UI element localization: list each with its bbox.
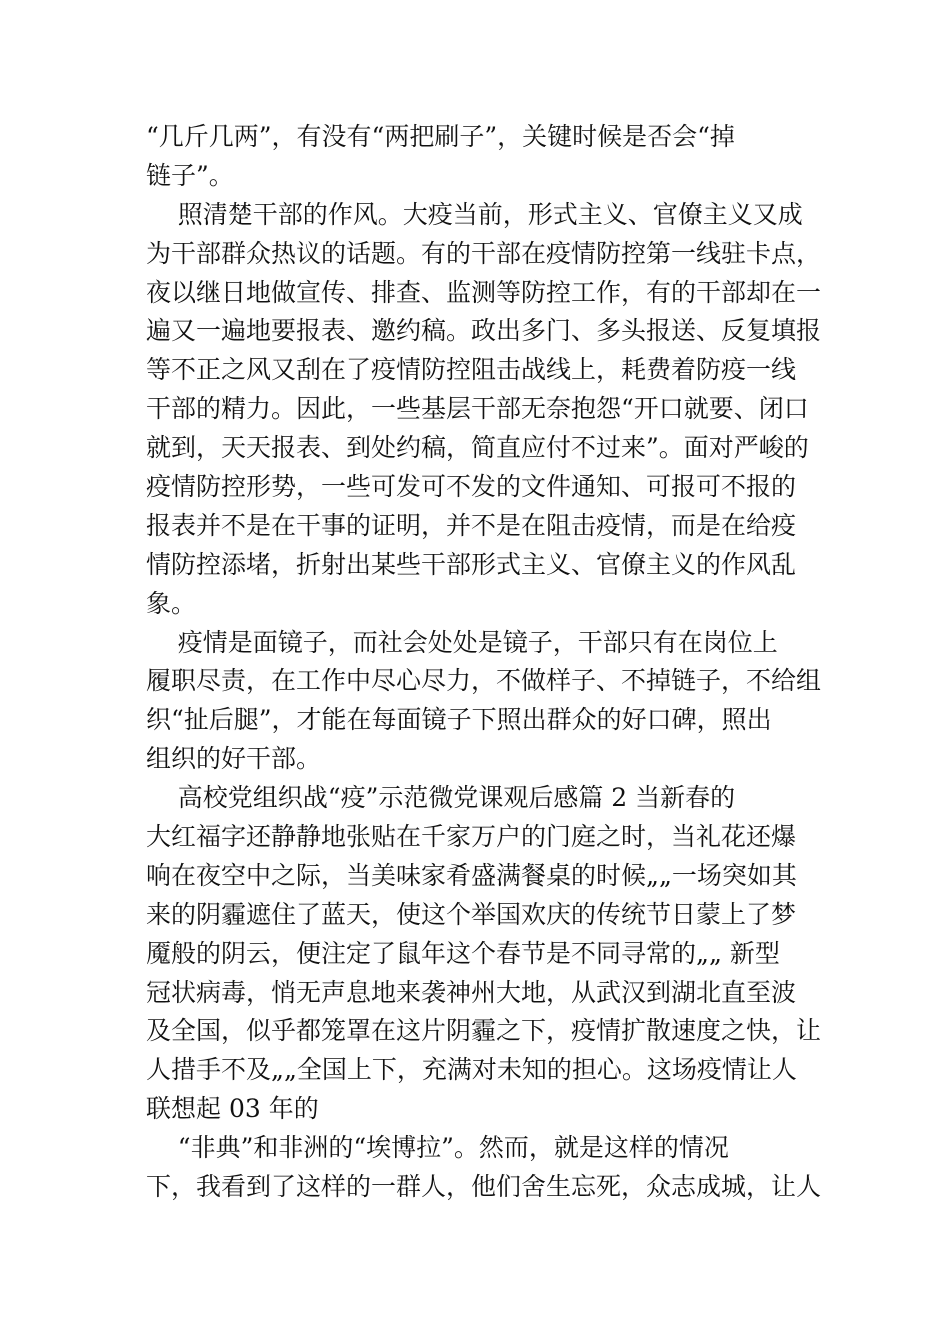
text-line: 人措手不及„„全国上下，充满对未知的担心。这场疫情让人 — [146, 1055, 797, 1085]
text-line: 夜以继日地做宣传、排查、监测等防控工作，有的干部却在一 — [146, 277, 822, 307]
text-line: 链子”。 — [146, 160, 234, 190]
text-line: 响在夜空中之际，当美味家肴盛满餐桌的时候„„一场突如其 — [146, 860, 797, 890]
text-line: 组织的好干部。 — [146, 744, 322, 774]
text-line: 报表并不是在干事的证明，并不是在阻击疫情，而是在给疫 — [146, 510, 797, 540]
text-line: 等不正之风又刮在了疫情防控阻击战线上，耗费着防疫一线 — [146, 355, 797, 385]
text-line: 魇般的阴云，便注定了鼠年这个春节是不同寻常的„„ 新型 — [146, 938, 780, 968]
text-line: 及全国，似乎都笼罩在这片阴霾之下，疫情扩散速度之快，让 — [146, 1016, 822, 1046]
text-line: 来的阴霾遮住了蓝天，使这个举国欢庆的传统节日蒙上了梦 — [146, 899, 797, 929]
text-line: 就到，天天报表、到处约稿，简直应付不过来”。面对严峻的 — [146, 433, 809, 463]
text-line: 履职尽责，在工作中尽心尽力，不做样子、不掉链子，不给组 — [146, 666, 822, 696]
text-line: 织“扯后腿”，才能在每面镜子下照出群众的好口碑，照出 — [146, 705, 772, 735]
text-line: 高校党组织战“疫”示范微党课观后感篇 2 当新春的 — [146, 783, 736, 813]
text-line: 照清楚干部的作风。大疫当前，形式主义、官僚主义又成 — [146, 199, 803, 229]
text-line: “几斤几两”，有没有“两把刷子”，关键时候是否会“掉 — [146, 122, 735, 151]
text-line: 下，我看到了这样的一群人，他们舍生忘死，众志成城，让人 — [146, 1172, 822, 1202]
text-line: 遍又一遍地要报表、邀约稿。政出多门、多头报送、反复填报 — [146, 316, 822, 346]
text-line: 联想起 03 年的 — [146, 1094, 319, 1124]
text-line: 冠状病毒，悄无声息地来袭神州大地，从武汉到湖北直至波 — [146, 977, 797, 1007]
text-line: 大红福字还静静地张贴在千家万户的门庭之时，当礼花还爆 — [146, 822, 797, 852]
text-line: “非典”和非洲的“埃博拉”。然而，就是这样的情况 — [146, 1133, 729, 1163]
text-line: 象。 — [146, 588, 197, 618]
text-line: 为干部群众热议的话题。有的干部在疫情防控第一线驻卡点， — [146, 238, 822, 268]
text-line: 疫情是面镜子，而社会处处是镜子，干部只有在岗位上 — [146, 627, 778, 657]
text-line: 疫情防控形势，一些可发可不发的文件通知、可报可不报的 — [146, 472, 797, 502]
text-line: 情防控添堵，折射出某些干部形式主义、官僚主义的作风乱 — [146, 549, 797, 579]
document-body — [146, 118, 826, 1207]
text-line: 干部的精力。因此，一些基层干部无奈抱怨“开口就要、闭口 — [146, 394, 809, 424]
